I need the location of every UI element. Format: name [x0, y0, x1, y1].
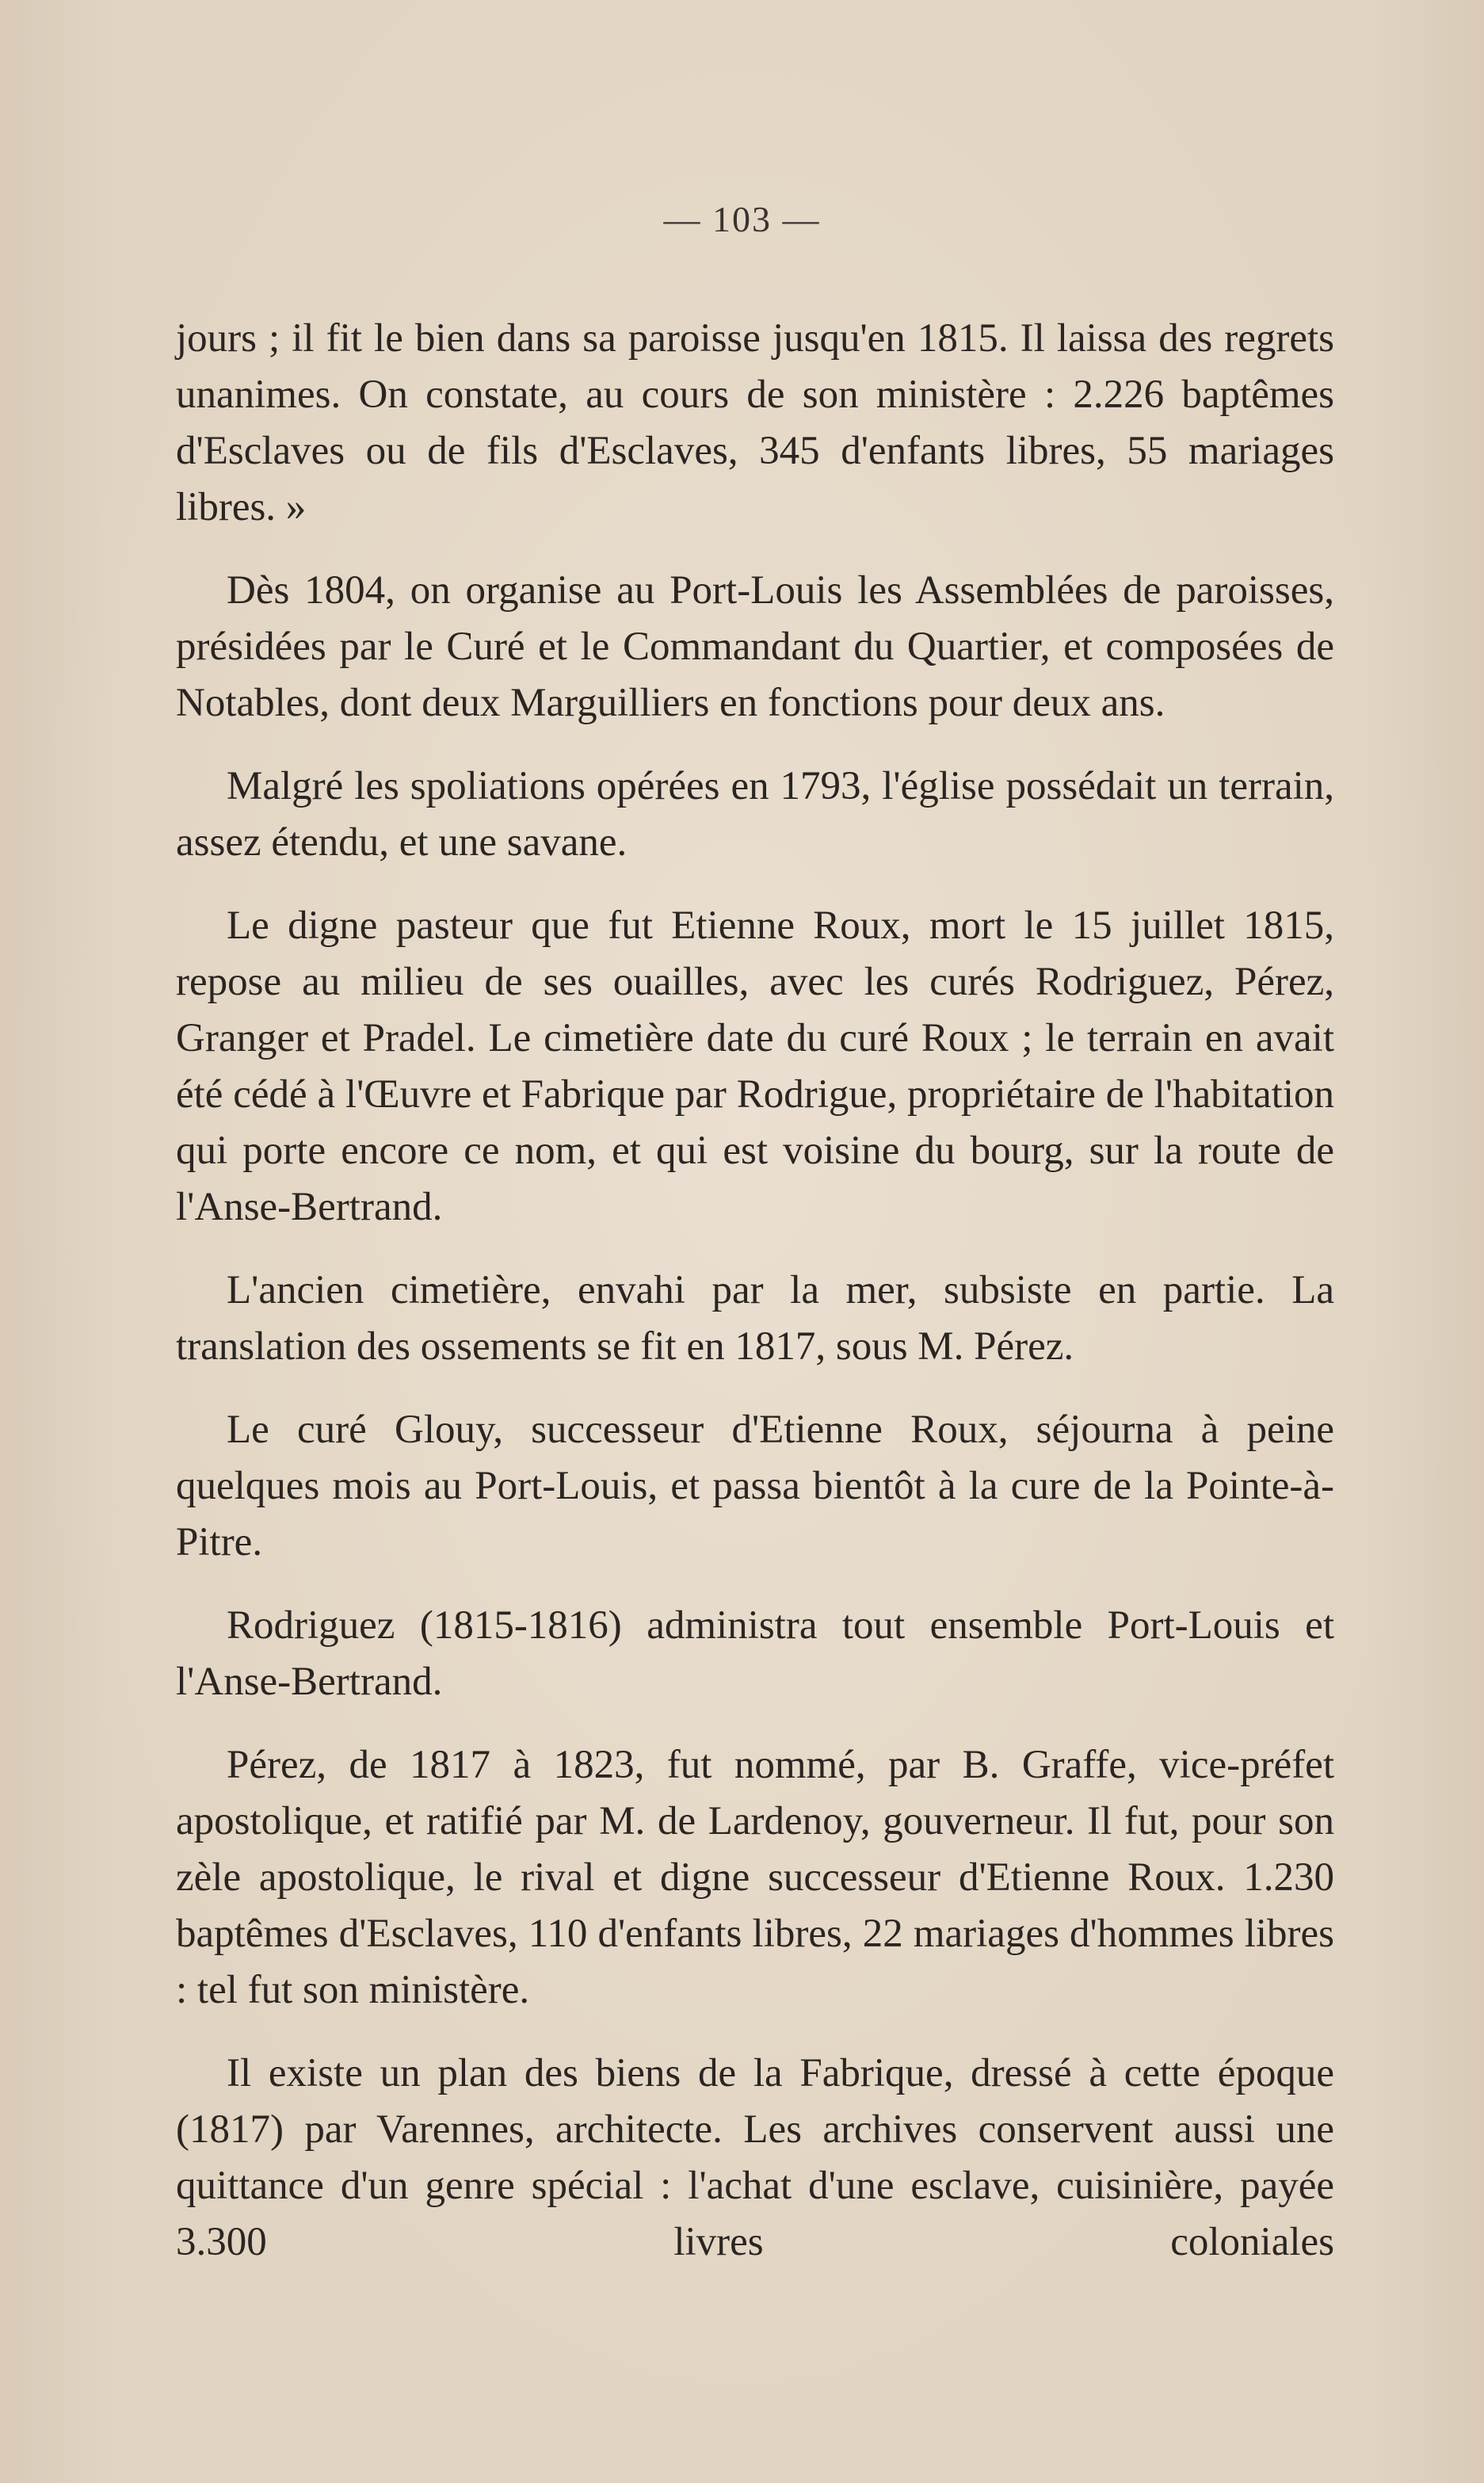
paragraph: Pérez, de 1817 à 1823, fut nommé, par B. Graffe, vice-préfet apostolique, et ratifié par M. de Lardenoy, gouverneur. Il fut, pour son zèle apostolique, le rival et digne successeur d'Etienne Roux. 1.230 baptêmes d'Esclaves, 110 d'enfants libres, 22 mariages d'hommes libres : tel fut son ministère. [176, 1743, 1334, 2012]
body-text [176, 311, 1334, 2271]
paragraph: Le digne pasteur que fut Etienne Roux, mort le 15 juillet 1815, repose au milieu de ses ouailles, avec les curés Rodriguez, Pérez, Granger et Pradel. Le cimetière date du curé Roux ; le terrain en avait été cédé à l'Œuvre et Fabrique par Rodrigue, propriétaire de l'habitation qui porte encore ce nom, et qui est voisine du bourg, sur la route de l'Anse-Bertrand. [176, 903, 1334, 1229]
page-number: — 103 — [663, 199, 821, 239]
paragraph: Malgré les spoliations opérées en 1793, l'église possédait un terrain, assez étendu, et une savane. [176, 764, 1334, 865]
paragraph: jours ; il fit le bien dans sa paroisse jusqu'en 1815. Il laissa des regrets unanimes. On constate, au cours de son ministère : 2.226 baptêmes d'Esclaves ou de fils d'Esclaves, 345 d'enfants libres, 55 mariages libres. » [176, 316, 1334, 529]
paragraph: L'ancien cimetière, envahi par la mer, subsiste en partie. La translation des ossements se fit en 1817, sous M. Pérez. [176, 1268, 1334, 1369]
paragraph: Il existe un plan des biens de la Fabrique, dressé à cette époque (1817) par Varennes, architecte. Les archives conservent aussi une quittance d'un genre spécial : l'achat d'une esclave, cuisinière, payée 3.300 livres coloniales [176, 2051, 1334, 2264]
paragraph: Dès 1804, on organise au Port-Louis les Assemblées de paroisses, présidées par le Curé et le Commandant du Quartier, et composées de Notables, dont deux Marguilliers en fonctions pour deux ans. [176, 568, 1334, 725]
paragraph: Le curé Glouy, successeur d'Etienne Roux, séjourna à peine quelques mois au Port-Louis, et passa bientôt à la cure de la Pointe-à-Pitre. [176, 1408, 1334, 1564]
paragraph: Rodriguez (1815-1816) administra tout ensemble Port-Louis et l'Anse-Bertrand. [176, 1603, 1334, 1704]
